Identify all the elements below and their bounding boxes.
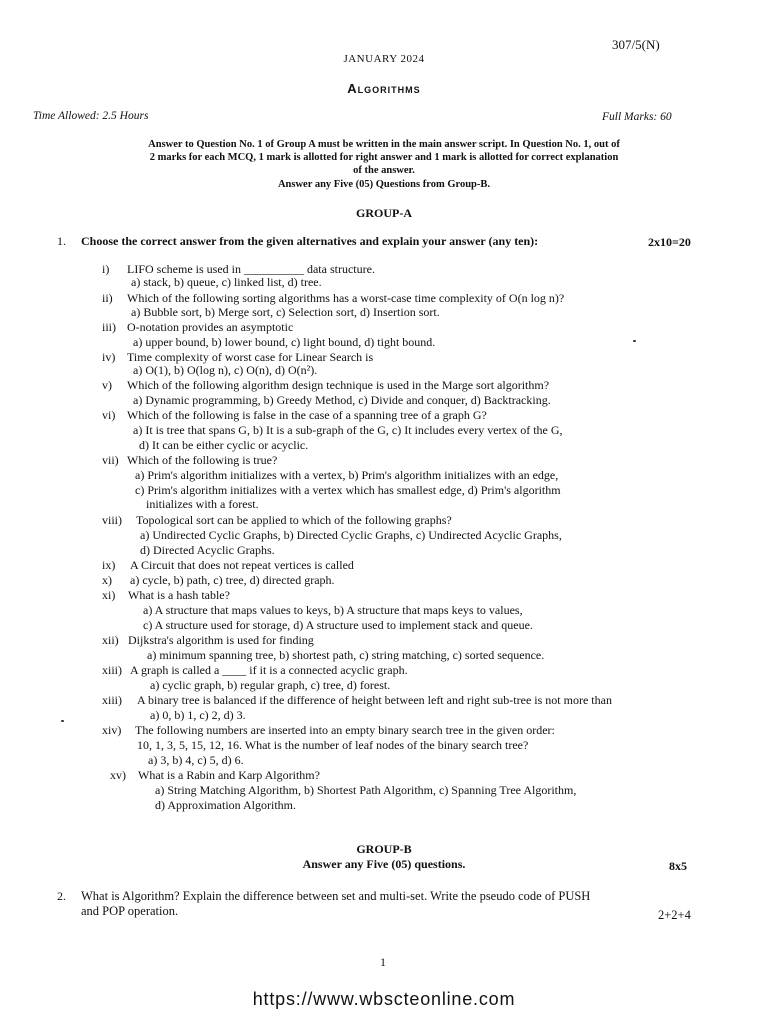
mcq-label: xiii) [102, 663, 122, 677]
group-a-heading: GROUP-A [356, 206, 412, 220]
paper-code: 307/5(N) [612, 37, 660, 52]
instruction-line-4: Answer any Five (05) Questions from Group-B. [277, 179, 491, 190]
mcq-question-text: A Circuit that does not repeat vertices is called [130, 558, 354, 572]
full-marks: Full Marks: 60 [602, 111, 672, 123]
mcq-options-text: a) upper bound, b) lower bound, c) light bound, d) tight bound. [133, 335, 436, 349]
mcq-label: viii) [102, 513, 122, 527]
mcq-question-text: Topological sort can be applied to which of the following graphs? [136, 513, 452, 527]
mcq-question-text: Which of the following algorithm design technique is used in the Marge sort algorithm? [127, 378, 550, 392]
mcq-question-text: A binary tree is balanced if the difference of height between left and right sub-tree is not more than [137, 693, 612, 707]
mcq-label: xiii) [102, 693, 122, 707]
mcq-question-text: Which of the following sorting algorithms has a worst-case time complexity of O(n log n)? [127, 291, 565, 305]
mcq-options-text: d) It can be either cyclic or acyclic. [139, 438, 309, 452]
page-number: 1 [380, 955, 386, 969]
exam-date: JANUARY 2024 [343, 53, 425, 65]
mcq-question-text: Which of the following is true? [127, 453, 278, 467]
mcq-label: ix) [102, 558, 116, 572]
mcq-options-text: a) Prim's algorithm initializes with a vertex, b) Prim's algorithm initializes with an edge, [135, 468, 559, 482]
mcq-options-text: c) A structure used for storage, d) A structure used to implement stack and queue. [143, 618, 533, 632]
mcq-options-text: a) A structure that maps values to keys, b) A structure that maps keys to values, [143, 603, 523, 617]
mcq-options-text: a) O(1), b) O(log n), c) O(n), d) O(n²). [133, 363, 318, 377]
q1-text: Choose the correct answer from the given alternatives and explain your answer (any ten): [81, 234, 539, 248]
scan-speck [633, 340, 636, 342]
mcq-question-text: What is a Rabin and Karp Algorithm? [138, 768, 320, 782]
instruction-line-1: Answer to Question No. 1 of Group A must be written in the main answer script. In Question No. 1, out of [148, 139, 620, 150]
mcq-options-text: a) stack, b) queue, c) linked list, d) tree. [131, 275, 322, 289]
mcq-label: x) [102, 573, 112, 587]
mcq-options-text: 10, 1, 3, 5, 15, 12, 16. What is the number of leaf nodes of the binary search tree? [137, 738, 529, 752]
q2-number: 2. [57, 889, 66, 903]
mcq-question-text: LIFO scheme is used in __________ data structure. [127, 262, 375, 276]
mcq-label: vii) [102, 453, 119, 467]
mcq-label: xv) [110, 768, 126, 782]
mcq-question-text: Dijkstra's algorithm is used for finding [128, 633, 314, 647]
mcq-options-text: a) It is tree that spans G, b) It is a sub-graph of the G, c) It includes every vertex of the G, [133, 423, 563, 437]
mcq-options-text: a) cyclic graph, b) regular graph, c) tree, d) forest. [150, 678, 391, 692]
time-allowed: Time Allowed: 2.5 Hours [33, 110, 149, 122]
mcq-label: iv) [102, 350, 116, 364]
mcq-label: xi) [102, 588, 116, 602]
mcq-options-text: d) Directed Acyclic Graphs. [140, 543, 275, 557]
instruction-line-3: of the answer. [353, 165, 415, 176]
mcq-label: i) [102, 262, 110, 276]
group-b-marks: 8x5 [669, 859, 687, 873]
mcq-question-text: Which of the following is false in the case of a spanning tree of a graph G? [127, 408, 487, 422]
mcq-options-text: a) 0, b) 1, c) 2, d) 3. [150, 708, 246, 722]
mcq-label: v) [102, 378, 112, 392]
footer-url: https://www.wbscteonline.com [252, 989, 516, 1009]
mcq-question-text: O-notation provides an asymptotic [127, 320, 294, 334]
mcq-options-text: c) Prim's algorithm initializes with a vertex which has smallest edge, d) Prim's algorithm [135, 483, 561, 497]
mcq-label: iii) [102, 320, 116, 334]
mcq-options-text: a) minimum spanning tree, b) shortest path, c) string matching, c) sorted sequence. [147, 648, 545, 662]
mcq-label: vi) [102, 408, 116, 422]
mcq-options-text: a) Dynamic programming, b) Greedy Method, c) Divide and conquer, d) Backtracking. [133, 393, 551, 407]
group-b-heading: GROUP-B [356, 842, 412, 856]
mcq-question-text: The following numbers are inserted into an empty binary search tree in the given order: [135, 723, 555, 737]
mcq-options-text: d) Approximation Algorithm. [155, 798, 296, 812]
mcq-question-text: What is a hash table? [128, 588, 230, 602]
mcq-label: ii) [102, 291, 113, 305]
scan-speck [61, 720, 64, 722]
mcq-options-text: a) Undirected Cyclic Graphs, b) Directed Cyclic Graphs, c) Undirected Acyclic Graphs, [140, 528, 562, 542]
mcq-options-text: a) String Matching Algorithm, b) Shortest Path Algorithm, c) Spanning Tree Algorithm, [155, 783, 577, 797]
q2-line-2: and POP operation. [81, 904, 179, 918]
mcq-label: xii) [102, 633, 119, 647]
mcq-options-text: initializes with a forest. [146, 497, 259, 511]
subject-title: Algorithms [347, 81, 421, 96]
q2-marks: 2+2+4 [658, 908, 691, 922]
mcq-question-text: A graph is called a ____ if it is a connected acyclic graph. [130, 663, 408, 677]
instruction-line-2: 2 marks for each MCQ, 1 mark is allotted for right answer and 1 mark is allotted for correct explanation [149, 152, 619, 163]
group-b-subheading: Answer any Five (05) questions. [302, 857, 466, 871]
q1-marks: 2x10=20 [648, 235, 691, 249]
q1-number: 1. [57, 234, 66, 248]
q2-line-1: What is Algorithm? Explain the difference between set and multi-set. Write the pseudo code of PUSH [81, 889, 591, 903]
mcq-question-text: Time complexity of worst case for Linear Search is [127, 350, 374, 364]
mcq-question-text: a) cycle, b) path, c) tree, d) directed graph. [130, 573, 335, 587]
mcq-label: xiv) [102, 723, 122, 737]
mcq-options-text: a) 3, b) 4, c) 5, d) 6. [148, 753, 244, 767]
mcq-options-text: a) Bubble sort, b) Merge sort, c) Selection sort, d) Insertion sort. [131, 305, 440, 319]
